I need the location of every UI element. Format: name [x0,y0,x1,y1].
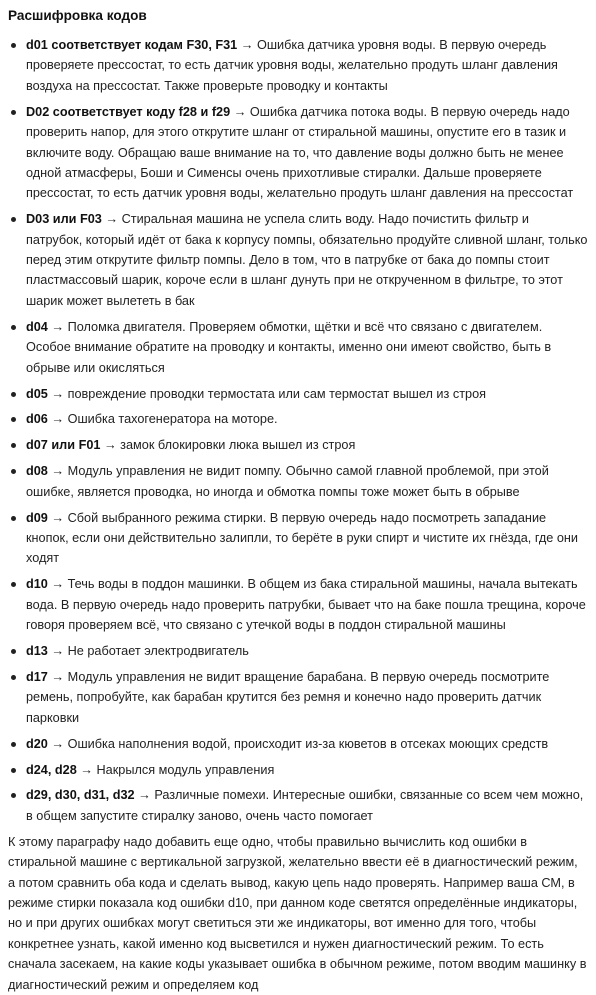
error-code: d29, d30, d31, d32 [26,788,135,803]
list-item [8,461,588,502]
error-code: d13 [26,643,48,658]
error-description: → Различные помехи. Интересные ошибки, связанные со всем чем можно, в общем запустите стиралку заново, очень часто помогает [26,788,584,823]
error-description: → Течь воды в поддон машинки. В общем из бака стиральной машины, начала вытекать вода. В первую очередь надо проверить патрубки, бывает что на баке пошла трещина, короче говоря проверяем всё, что связано с утечкой воды в поддон стиральной машины [26,577,586,633]
list-item [8,409,588,429]
list-item [8,641,588,661]
error-description: → замок блокировки люка вышел из строя [100,438,356,453]
error-description: → Модуль управления не видит вращение барабана. В первую очередь посмотрите ремень, попробуйте, как барабан крутится без ремня и конечно надо проверить датчик парковки [26,669,550,725]
list-item [8,667,588,728]
error-description: → Модуль управления не видит помпу. Обычно самой главной проблемой, при этой ошибке, является проводка, но иногда и обмотка помпы тоже может быть в обрыве [26,464,549,499]
error-code: d24, d28 [26,762,77,777]
error-description: → Не работает электродвигатель [47,643,249,658]
error-description: → Ошибка наполнения водой, происходит из-за кюветов в отсеках моющих средств [47,736,549,751]
error-description: → Ошибка датчика потока воды. В первую очередь надо проверить напор, для этого открутите шланг от стиральной машины, опустите его в тазик и включите воду. Обращаю ваше внимание на то, что давление воды должно быть не менее одной атмасферы, Боши и Сименсы очень прихотливые стиралки. Дальше проверяете прессостат, то есть датчик уровня воды, желательно продуть шланг давления на прессостат [26,104,574,201]
error-code: d17 [26,669,48,684]
list-item [8,734,588,754]
error-description: → Сбой выбранного режима стирки. В первую очередь надо посмотреть западание кнопок, если они действительно залипли, то берёте в руки спирт и чистите их гнёзда, где они ходят [26,510,579,566]
list-item [8,574,588,635]
list-item [8,102,588,204]
error-description: → повреждение проводки термостата или сам термостат вышел из строя [47,386,486,401]
error-code: d06 [26,412,48,427]
list-item [8,785,588,826]
error-description: → Ошибка тахогенератора на моторе. [47,412,278,427]
list-item [8,384,588,404]
error-code: d07 или F01 [26,438,101,453]
error-code: d20 [26,736,48,751]
error-description: → Поломка двигателя. Проверяем обмотки, щётки и всё что связано с двигателем. Особое внимание обратите на проводку и контакты, именно они имеют свойство, быть в обрыве или окисляться [26,319,552,375]
error-code-list [8,35,588,826]
error-code: D02 соответствует коду f28 и f29 [26,104,231,119]
list-item [8,508,588,569]
list-item [8,209,588,311]
error-code: d04 [26,319,48,334]
error-description: → Стиральная машина не успела слить воду. Надо почистить фильтр и патрубок, который идёт от бака к корпусу помпы, обязательно продуйте сливной шланг, только перед этим открутите фильтр помпы. Дело в том, что в патрубке от бака до помпы стоит пластмассовый шарик, короче если в шланг дунуть при не открученном в фильтре, то этот шарик может вылететь в бак [26,212,588,308]
error-description: → Ошибка датчика уровня воды. В первую очередь проверяете прессостат, то есть датчик уровня воды, желательно продуть шланг давления воздуха на прессостат. Также проверьте проводку и контакты [26,38,558,93]
explanation-paragraph: К этому параграфу надо добавить еще одно, чтобы правильно вычислить код ошибки в стиральной машине с вертикальной загрузкой, желательно ввести её в диагностический режим, а потом сравнить оба кода и сделать вывод, какую цепь надо проверять. Например ваша СМ, в режиме стирки показала код ошибки d10, при данном коде светятся определённые индикаторы, но и при других ошибках могут светиться эти же индикаторы, вот именно для того, чтобы конкретнее узнать, какой именно код высветился и нужен диагностический режим. То есть сначала засекаем, на какие коды указывает ошибка в обычном режиме, потом вводим машинку в диагностический режим и определяем код [8,834,587,992]
error-code: d09 [26,510,48,525]
list-item [8,35,588,96]
error-code: d01 соответствует кодам F30, F31 [26,38,238,52]
list-item [8,317,588,378]
error-description: → Накрылся модуль управления [76,762,275,777]
error-code: D03 или F03 [26,212,102,227]
section-heading: Расшифровка кодов [8,8,147,23]
error-code: d08 [26,464,48,479]
list-item [8,435,588,455]
error-code: d05 [26,386,48,401]
error-code: d10 [26,577,48,592]
list-item [8,760,588,780]
